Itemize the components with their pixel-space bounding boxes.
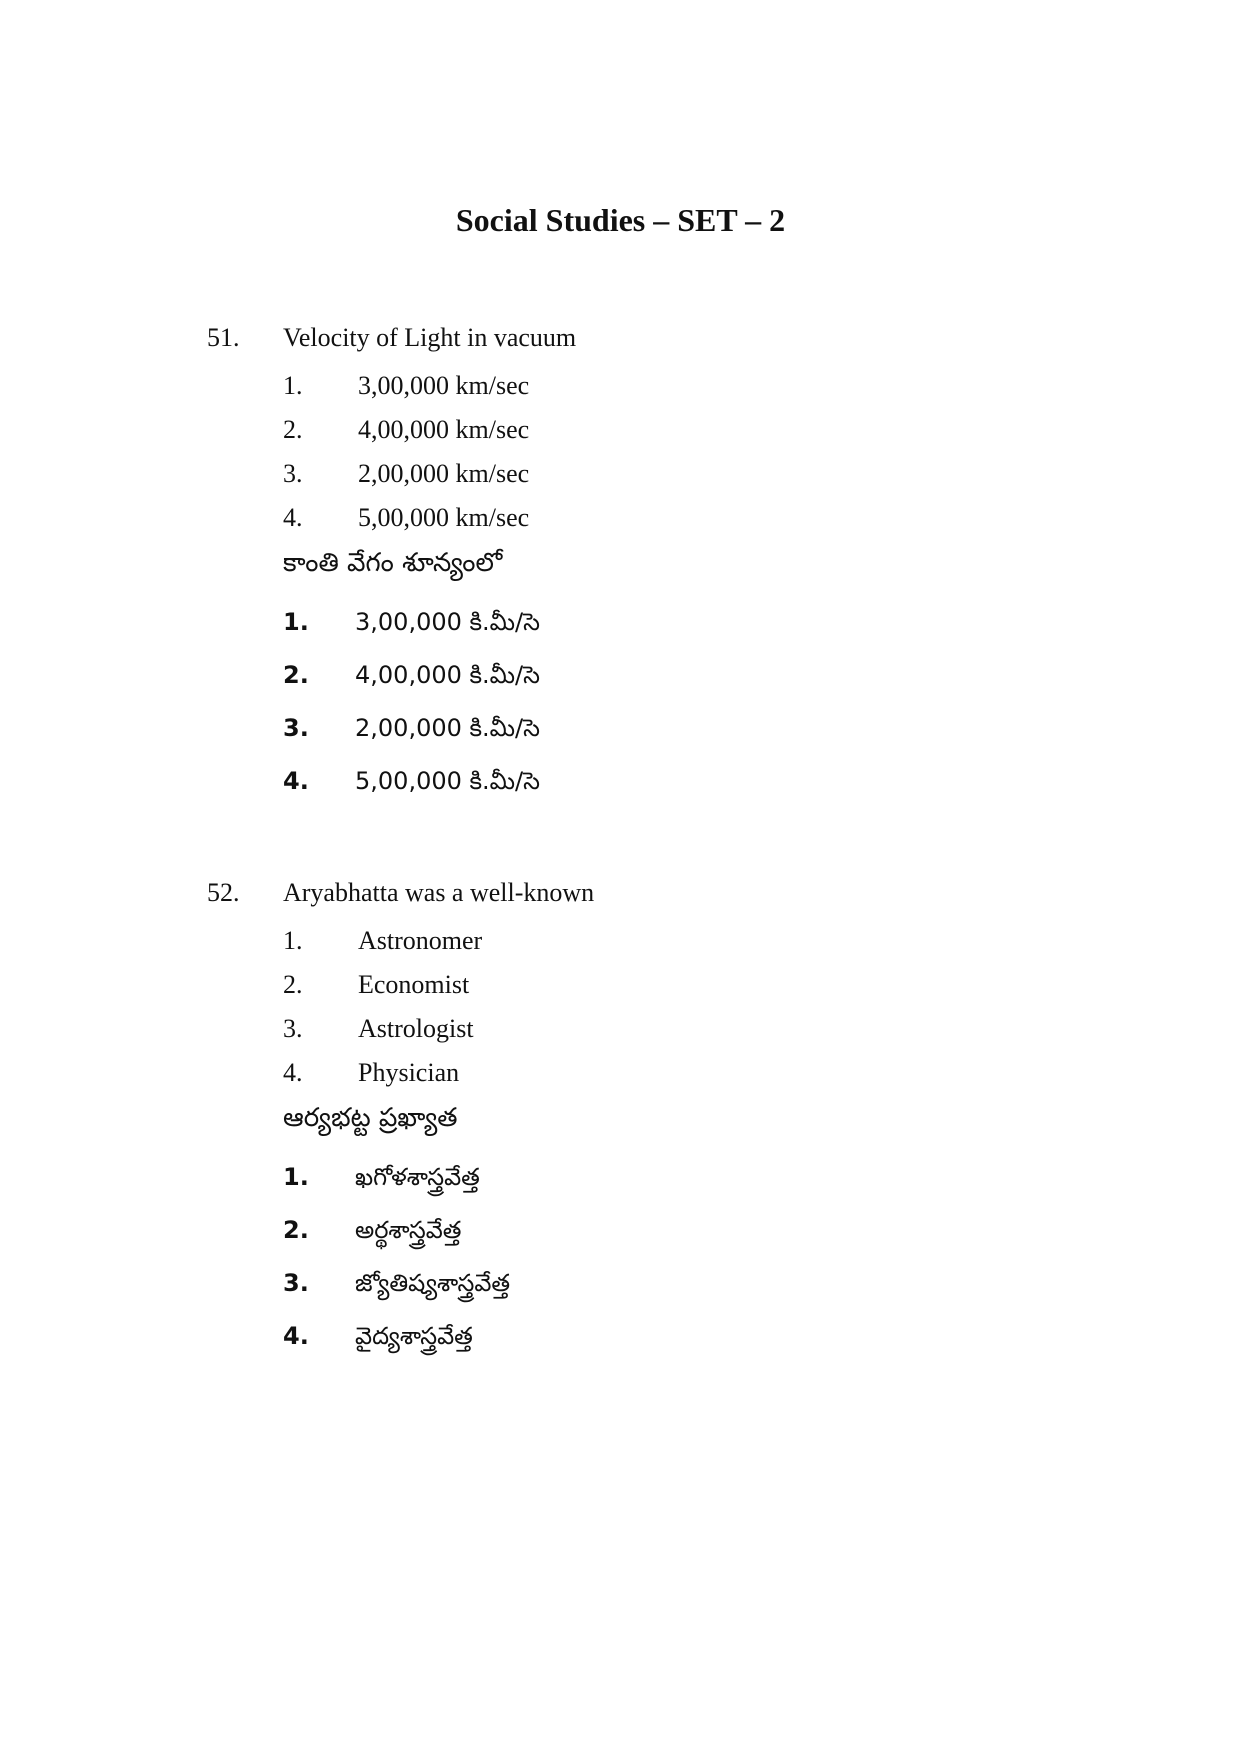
option-item-te xyxy=(0,596,1241,649)
option-item xyxy=(0,364,1241,408)
option-item xyxy=(0,1007,1241,1051)
option-text: అర్థశాస్త్రవేత్త xyxy=(355,1216,462,1244)
option-item-te xyxy=(0,1257,1241,1310)
option-text: 3,00,000 కి.మీ/సె xyxy=(355,608,540,636)
page-title: Social Studies – SET – 2 xyxy=(455,202,786,238)
option-text: 2,00,000 కి.మీ/సె xyxy=(355,714,540,742)
question-text-te: కాంతి వేగం శూన్యంలో xyxy=(283,548,503,578)
option-text: 4,00,000 km/sec xyxy=(358,415,530,444)
question-number: 51. xyxy=(207,323,240,352)
option-text: ఖగోళశాస్త్రవేత్త xyxy=(355,1163,480,1191)
option-item-te xyxy=(0,1204,1241,1257)
option-item xyxy=(0,496,1241,540)
options-telugu xyxy=(0,1151,1241,1363)
options-english xyxy=(0,364,1241,540)
options-english xyxy=(0,919,1241,1095)
option-item-te xyxy=(0,1151,1241,1204)
question-text: Aryabhatta was a well-known xyxy=(283,878,595,907)
option-text: 2,00,000 km/sec xyxy=(358,459,530,488)
option-text: Astrologist xyxy=(358,1014,474,1043)
option-item xyxy=(0,919,1241,963)
option-number: 3. xyxy=(283,459,303,488)
option-item xyxy=(0,963,1241,1007)
option-number: 3. xyxy=(283,1014,303,1043)
option-number: 2. xyxy=(283,1216,309,1244)
option-text: Astronomer xyxy=(358,926,483,955)
option-number: 1. xyxy=(283,926,303,955)
option-number: 4. xyxy=(283,767,309,795)
option-item xyxy=(0,1051,1241,1095)
option-number: 1. xyxy=(283,1163,309,1191)
question-text-telugu xyxy=(0,1095,1241,1141)
option-text: Economist xyxy=(358,970,470,999)
option-number: 4. xyxy=(283,503,303,532)
option-number: 2. xyxy=(283,970,303,999)
option-item-te xyxy=(0,702,1241,755)
option-text: 3,00,000 km/sec xyxy=(358,371,530,400)
option-number: 2. xyxy=(283,661,309,689)
option-number: 3. xyxy=(283,1269,309,1297)
question-stem xyxy=(0,318,1241,358)
option-item-te xyxy=(0,1310,1241,1363)
question-51 xyxy=(0,318,1241,808)
option-item xyxy=(0,452,1241,496)
option-item xyxy=(0,408,1241,452)
option-text: 4,00,000 కి.మీ/సె xyxy=(355,661,540,689)
option-number: 2. xyxy=(283,415,303,444)
options-telugu xyxy=(0,596,1241,808)
question-text-te: ఆర్యభట్ట ప్రఖ్యాత xyxy=(283,1103,458,1133)
option-text: జ్యోతిష్యశాస్త్రవేత్త xyxy=(355,1269,511,1297)
option-number: 4. xyxy=(283,1058,303,1087)
question-number: 52. xyxy=(207,878,240,907)
option-number: 1. xyxy=(283,371,303,400)
option-text: వైద్యశాస్త్రవేత్త xyxy=(355,1322,473,1350)
option-item-te xyxy=(0,649,1241,702)
question-stem xyxy=(0,873,1241,913)
option-number: 3. xyxy=(283,714,309,742)
question-text-telugu xyxy=(0,540,1241,586)
option-text: 5,00,000 km/sec xyxy=(358,503,530,532)
option-text: 5,00,000 కి.మీ/సె xyxy=(355,767,540,795)
option-item-te xyxy=(0,755,1241,808)
question-text: Velocity of Light in vacuum xyxy=(283,323,577,352)
option-number: 1. xyxy=(283,608,309,636)
option-number: 4. xyxy=(283,1322,309,1350)
option-text: Physician xyxy=(358,1058,460,1087)
question-52 xyxy=(0,873,1241,1363)
